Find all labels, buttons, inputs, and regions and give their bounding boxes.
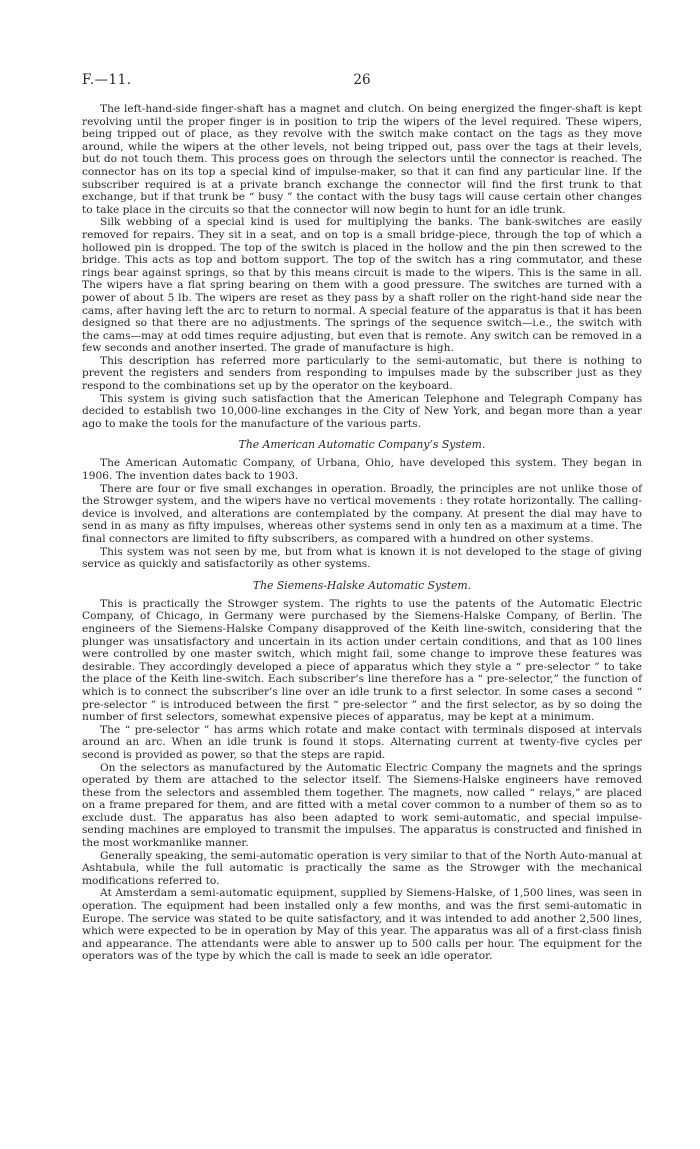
paragraph: This is practically the Strowger system. The rights to use the patents of the Automatic Electric Company, of Chicago, in Germany were purchased by the Siemens-Halske Company, of Berlin. The engineers of the Siemens-Halske Company disapproved of the Keith line-switch, considering that the plunger was unsatisfactory and uncertain in its action under certain conditions, and that as 100 lines were controlled by one master switch, which might fail, some change to improve these features was desirable. They accordingly developed a piece of apparatus which they style a “ pre-selector ” to take the place of the Keith line-switch. Each subscriber’s line therefore has a “ pre-selector,” the function of which is to connect the subscriber’s line over an idle trunk to a first selector. In some cases a second “ pre-selector ” is introduced between the first “ pre-selector ” and the first selector, as by so doing the number of first selectors, somewhat expensive pieces of apparatus, may be kept at a minimum. bbox=[82, 597, 642, 724]
paragraph: On the selectors as manufactured by the Automatic Electric Company the magnets and the springs operated by them are attached to the selector itself. The Siemens-Halske engineers have removed these from the selectors and assembled them together. The magnets, now called “ relays,” are placed on a frame prepared for them, and are fitted with a metal cover common to a number of them so as to exclude dust. The apparatus has also been adapted to work semi-automatic, and special impulse-sending machines are employed to transmit the impulses. The apparatus is constructed and finished in the most workmanlike manner. bbox=[82, 761, 642, 850]
paragraph: This description has referred more particularly to the semi-automatic, but there is nothing to prevent the registers and senders from responding to impulses made by the subscriber just as they respond to the combinations set up by the operator on the keyboard. bbox=[82, 354, 642, 393]
paragraph: Generally speaking, the semi-automatic operation is very similar to that of the North Auto-manual at Ashtabula, while the full automatic is practically the same as the Strowger with the mechanical modifications referred to. bbox=[82, 849, 642, 887]
page-body bbox=[82, 103, 642, 963]
page-header bbox=[82, 72, 642, 90]
paragraph: The “ pre-selector ” has arms which rotate and make contact with terminals disposed at intervals around an arc. When an idle trunk is found it stops. Alternating current at twenty-five cycles per second is provided as power, so that the steps are rapid. bbox=[82, 723, 642, 761]
paragraph: Silk webbing of a special kind is used for multiplying the banks. The bank-switches are easily removed for repairs. They sit in a seat, and on top is a small bridge-piece, through the top of which a hollowed pin is dropped. The top of the switch is placed in the hollow and the pin then screwed to the bridge. This acts as top and bottom support. The top of the switch has a ring commutator, and these rings bear against springs, so that by this means circuit is made to the wipers. This is the same in all. The wipers have a flat spring bearing on them with a good pressure. The switches are turned with a power of about 5 lb. The wipers are reset as they pass by a shaft roller on the right-hand side near the cams, after having left the arc to return to normal. A special feature of the apparatus is that it has been designed so that there are no adjustments. The springs of the sequence switch—i.e., the switch with the cams—may at odd times require adjusting, but even that is remote. Any switch can be removed in a few seconds and another inserted. The grade of manufacture is high. bbox=[82, 216, 642, 355]
section-heading: The American Automatic Company’s System. bbox=[238, 438, 486, 452]
paragraph: At Amsterdam a semi-automatic equipment, supplied by Siemens-Halske, of 1,500 lines, was seen in operation. The equipment had been installed only a few months, and was the first semi-automatic in Europe. The service was stated to be quite satisfactory, and it was intended to add another 2,500 lines, which were expected to be in operation by May of this year. The apparatus was all of a first-class finish and appearance. The attendants were able to answer up to 500 calls per hour. The equipment for the operators was of the type by which the call is made to seek an idle operator. bbox=[82, 887, 642, 963]
paragraph: There are four or five small exchanges in operation. Broadly, the principles are not unlike those of the Strowger system, and the wipers have no vertical movements : they rotate horizontally. The calling-device is involved, and alterations are contemplated by the company. At present the dial may have to send in as many as fifty impulses, whereas other systems send in only ten as a maximum at a time. The final connectors are limited to fifty subscribers, as compared with a hundred on other systems. bbox=[82, 482, 642, 545]
page-number: 26 bbox=[353, 72, 371, 88]
paragraph: The left-hand-side finger-shaft has a magnet and clutch. On being energized the finger-shaft is kept revolving until the proper finger is in position to trip the wipers of the level required. These wipers, being tripped out of place, as they revolve with the switch make contact on the tags as they move around, while the wipers at the other levels, not being tripped out, pass over the tags at their levels, but do not touch them. This process goes on through the selectors until the connector is reached. The connector has on its top a special kind of impulse-maker, so that it can find any particular line. If the subscriber required is at a private branch exchange the connector will find the first trunk to that exchange, but if that trunk be “ busy ” the contact with the busy tags will cause certain other changes to take place in the circuits so that the connector will now begin to hunt for an idle trunk. bbox=[82, 103, 642, 216]
paragraph: This system was not seen by me, but from what is known it is not developed to the stage of giving service as quickly and satisfactorily as other systems. bbox=[82, 545, 642, 571]
document-reference: F.—11. bbox=[82, 72, 132, 88]
paragraph: This system is giving such satisfaction that the American Telephone and Telegraph Company has decided to establish two 10,000-line exchanges in the City of New York, and began more than a year ago to make the tools for the manufacture of the various parts. bbox=[82, 392, 642, 430]
paragraph: The American Automatic Company, of Urbana, Ohio, have developed this system. They began in 1906. The invention dates back to 1903. bbox=[82, 457, 642, 483]
section-heading: The Siemens-Halske Automatic System. bbox=[252, 578, 472, 592]
